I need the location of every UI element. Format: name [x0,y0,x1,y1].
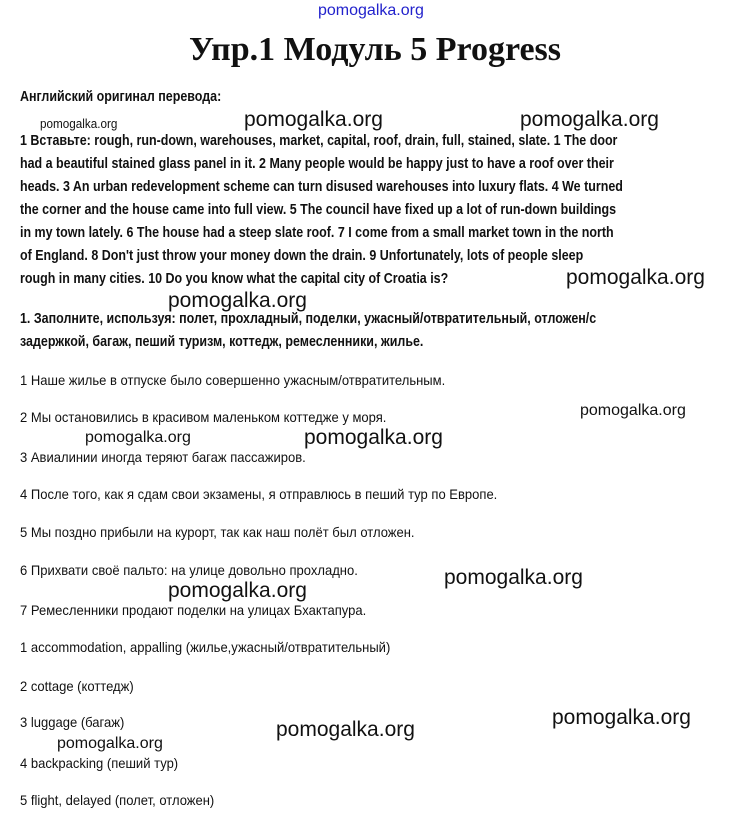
section-subtitle: Английский оригинал перевода: [20,89,222,105]
english-line: had a beautiful stained glass panel in it. 2 Many people would be happy just to have a roof over their [20,156,614,172]
english-line: heads. 3 An urban redevelopment scheme can turn disused warehouses into luxury flats. 4 We turned [20,179,623,195]
page-title: Упр.1 Модуль 5 Progress [188,31,561,68]
sentence: 5 Мы поздно прибыли на курорт, так как наш полёт был отложен. [20,524,415,540]
watermark-top: pomogalka.org [318,2,424,19]
task-line: 1. Заполните, используя: полет, прохладный, поделки, ужасный/отвратительный, отложен/с [20,311,597,327]
answer: 3 luggage (багаж) [20,714,125,730]
watermark: pomogalka.org [304,426,443,449]
english-line: rough in many cities. 10 Do you know what the capital city of Croatia is? [20,271,449,287]
watermark: pomogalka.org [168,289,307,312]
watermark: pomogalka.org [520,108,659,131]
sentence: 1 Наше жилье в отпуске было совершенно ужасным/отвратительным. [20,372,446,388]
english-line: the corner and the house came into full view. 5 The council have fixed up a lot of run-down buildings [20,202,617,218]
watermark: pomogalka.org [276,718,415,741]
sentence: 6 Прихвати своё пальто: на улице довольно прохладно. [20,562,358,578]
task-line: задержкой, багаж, пеший туризм, коттедж, ремесленники, жилье. [20,334,424,350]
english-line: of England. 8 Don't just throw your money down the drain. 9 Unfortunately, lots of people sleep [20,248,584,264]
english-line: in my town lately. 6 The house had a steep slate roof. 7 I come from a small market town in the north [20,225,614,241]
answer: 4 backpacking (пеший тур) [20,755,179,771]
sentence: 4 После того, как я сдам свои экзамены, я отправлюсь в пеший тур по Европе. [20,486,498,502]
watermark: pomogalka.org [580,402,686,419]
watermark: pomogalka.org [552,706,691,729]
watermark: pomogalka.org [85,429,191,446]
watermark: pomogalka.org [244,108,383,131]
english-line: 1 Вставьте: rough, run-down, warehouses, market, capital, roof, drain, full, stained, slate. 1 The door [20,133,618,149]
sentence: 3 Авиалинии иногда теряют багаж пассажиров. [20,449,306,465]
answer: 5 flight, delayed (полет, отложен) [20,792,215,808]
answer: 1 accommodation, appalling (жилье,ужасный/отвратительный) [20,639,391,655]
watermark: pomogalka.org [168,579,307,602]
watermark: pomogalka.org [566,266,705,289]
sentence: 7 Ремесленники продают поделки на улицах Бхактапура. [20,602,367,618]
watermark: pomogalka.org [444,566,583,589]
answer: 2 cottage (коттедж) [20,678,134,694]
watermark: pomogalka.org [40,116,118,131]
sentence: 2 Мы остановились в красивом маленьком коттедже у моря. [20,409,387,425]
watermark: pomogalka.org [57,735,163,752]
